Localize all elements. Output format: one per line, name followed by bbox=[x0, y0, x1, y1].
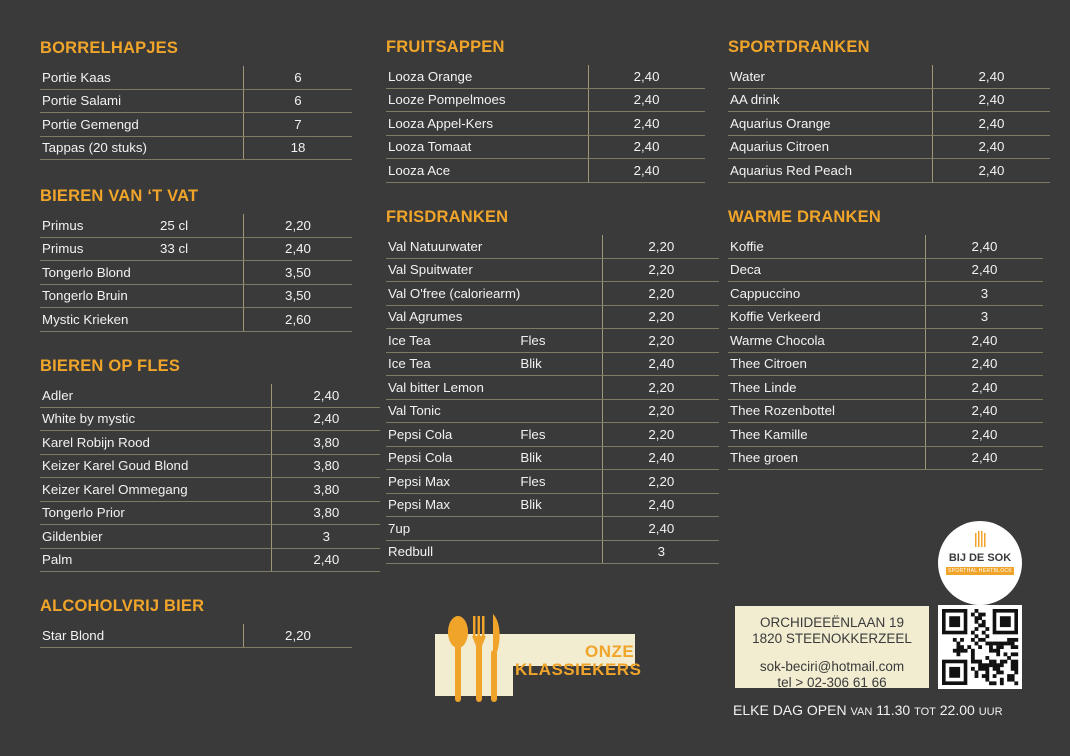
section-title: BORRELHAPJES bbox=[40, 39, 179, 57]
item-price: 3,50 bbox=[244, 261, 353, 285]
item-name: Looza Tomaat bbox=[386, 135, 506, 159]
badge-title: BIJ DE SOK bbox=[948, 552, 1012, 564]
item-name: Deca bbox=[728, 258, 845, 282]
table-row bbox=[386, 423, 719, 447]
logo-line-1: ONZE bbox=[585, 642, 635, 661]
item-price: 2,20 bbox=[603, 470, 720, 494]
item-price: 2,40 bbox=[588, 112, 705, 136]
item-name: Val O'free (caloriearm) bbox=[386, 282, 520, 306]
section-frisdranken bbox=[386, 207, 719, 564]
table-row bbox=[728, 235, 1043, 258]
table-row bbox=[40, 478, 380, 502]
menu-table bbox=[728, 235, 1043, 470]
item-size bbox=[188, 407, 272, 431]
item-name: Star Blond bbox=[40, 624, 160, 647]
item-price: 2,20 bbox=[244, 624, 353, 647]
table-row bbox=[40, 214, 352, 237]
section-sportdranken bbox=[728, 37, 1050, 183]
table-row bbox=[728, 446, 1043, 470]
item-size bbox=[845, 423, 926, 447]
item-price: 2,40 bbox=[926, 329, 1044, 353]
item-price: 2,40 bbox=[926, 258, 1044, 282]
qr-code-icon bbox=[938, 605, 1022, 689]
item-name: Aquarius Citroen bbox=[728, 135, 852, 159]
item-name: Thee Linde bbox=[728, 376, 845, 400]
item-size bbox=[506, 65, 589, 88]
item-name: Koffie Verkeerd bbox=[728, 305, 845, 329]
menu-table bbox=[386, 65, 705, 183]
item-size bbox=[845, 376, 926, 400]
item-size bbox=[845, 399, 926, 423]
item-size bbox=[520, 235, 603, 258]
menu-table bbox=[386, 235, 719, 564]
item-name: Keizer Karel Ommegang bbox=[40, 478, 188, 502]
item-price: 2,40 bbox=[926, 352, 1044, 376]
hours-to: 22.00 bbox=[939, 702, 975, 718]
table-row bbox=[728, 352, 1043, 376]
item-size bbox=[506, 88, 589, 112]
item-size bbox=[845, 235, 926, 258]
item-price: 2,40 bbox=[926, 399, 1044, 423]
item-size: Blik bbox=[520, 352, 603, 376]
item-name: Portie Kaas bbox=[40, 66, 160, 89]
item-size bbox=[160, 89, 244, 113]
item-name: Aquarius Red Peach bbox=[728, 159, 852, 183]
table-row bbox=[728, 112, 1050, 136]
table-row bbox=[40, 284, 352, 308]
menu-table bbox=[40, 384, 380, 572]
table-row bbox=[386, 446, 719, 470]
item-price: 2,20 bbox=[603, 329, 720, 353]
item-price: 2,40 bbox=[588, 65, 705, 88]
logo-line-2: KLASSIEKERS bbox=[515, 660, 642, 679]
item-name: Redbull bbox=[386, 540, 520, 564]
table-row bbox=[386, 65, 705, 88]
table-row bbox=[386, 352, 719, 376]
item-price: 2,40 bbox=[932, 88, 1050, 112]
table-row bbox=[728, 376, 1043, 400]
item-size: 33 cl bbox=[160, 237, 244, 261]
item-name: Val Agrumes bbox=[386, 305, 520, 329]
item-size bbox=[506, 112, 589, 136]
item-size bbox=[852, 135, 933, 159]
item-price: 2,20 bbox=[603, 282, 720, 306]
badge-subtitle: SPORTHAL HERTBLOCK bbox=[948, 568, 1012, 574]
item-price: 2,40 bbox=[926, 376, 1044, 400]
item-size: Fles bbox=[520, 470, 603, 494]
item-price: 2,40 bbox=[603, 352, 720, 376]
item-name: Primus bbox=[40, 237, 160, 261]
table-row bbox=[386, 282, 719, 306]
item-name: Aquarius Orange bbox=[728, 112, 852, 136]
item-price: 3,80 bbox=[272, 501, 381, 525]
table-row bbox=[40, 624, 352, 647]
item-name: Looza Orange bbox=[386, 65, 506, 88]
table-row bbox=[40, 501, 380, 525]
item-price: 2,40 bbox=[926, 446, 1044, 470]
item-name: Ice Tea bbox=[386, 352, 520, 376]
item-price: 18 bbox=[244, 136, 353, 160]
item-size bbox=[845, 329, 926, 353]
item-price: 2,40 bbox=[603, 493, 720, 517]
item-size bbox=[188, 548, 272, 572]
item-price: 3 bbox=[603, 540, 720, 564]
section-title: ALCOHOLVRIJ BIER bbox=[40, 597, 205, 615]
item-price: 2,40 bbox=[588, 135, 705, 159]
item-size bbox=[188, 454, 272, 478]
item-name: Palm bbox=[40, 548, 188, 572]
item-size bbox=[160, 261, 244, 285]
hours-part-4: UUR bbox=[978, 706, 1003, 718]
table-row bbox=[386, 493, 719, 517]
item-price: 2,60 bbox=[244, 308, 353, 332]
item-price: 2,40 bbox=[926, 235, 1044, 258]
item-price: 2,40 bbox=[932, 159, 1050, 183]
item-price: 3 bbox=[926, 305, 1044, 329]
table-row bbox=[40, 136, 352, 160]
item-price: 2,20 bbox=[603, 258, 720, 282]
qr-code bbox=[938, 605, 1022, 689]
table-row bbox=[728, 258, 1043, 282]
item-size bbox=[160, 136, 244, 160]
menu-table bbox=[40, 624, 352, 648]
section-warme-dranken bbox=[728, 207, 1043, 470]
item-name: Looza Appel-Kers bbox=[386, 112, 506, 136]
item-name: Keizer Karel Goud Blond bbox=[40, 454, 188, 478]
table-row bbox=[728, 88, 1050, 112]
table-row bbox=[386, 540, 719, 564]
bij-de-sok-badge bbox=[938, 521, 1022, 605]
item-size bbox=[506, 135, 589, 159]
item-price: 2,40 bbox=[244, 237, 353, 261]
item-price: 2,40 bbox=[926, 423, 1044, 447]
item-size bbox=[845, 305, 926, 329]
table-row bbox=[728, 399, 1043, 423]
section-borrelhapjes bbox=[40, 38, 352, 160]
item-price: 3 bbox=[926, 282, 1044, 306]
item-name: Gildenbier bbox=[40, 525, 188, 549]
item-price: 2,40 bbox=[588, 88, 705, 112]
section-fruitsappen bbox=[386, 37, 705, 183]
table-row bbox=[728, 423, 1043, 447]
item-name: Thee groen bbox=[728, 446, 845, 470]
item-name: Looze Pompelmoes bbox=[386, 88, 506, 112]
table-row bbox=[386, 112, 705, 136]
item-name: Pepsi Max bbox=[386, 493, 520, 517]
item-price: 2,40 bbox=[932, 112, 1050, 136]
section-title: FRISDRANKEN bbox=[386, 208, 509, 226]
item-size bbox=[520, 305, 603, 329]
hours-from: 11.30 bbox=[876, 702, 911, 718]
contact-phone: tel > 02-306 61 66 bbox=[777, 675, 887, 690]
hours-part-3: TOT bbox=[914, 706, 936, 718]
item-name: Primus bbox=[40, 214, 160, 237]
hours-part-1: ELKE DAG OPEN bbox=[733, 702, 847, 718]
item-size bbox=[852, 65, 933, 88]
opening-hours bbox=[733, 702, 1003, 718]
address-street: ORCHIDEEËNLAAN 19 bbox=[759, 615, 905, 630]
table-row bbox=[728, 135, 1050, 159]
table-row bbox=[386, 376, 719, 400]
table-row bbox=[386, 88, 705, 112]
item-name: Tongerlo Bruin bbox=[40, 284, 160, 308]
item-size bbox=[160, 624, 244, 647]
item-name: Val bitter Lemon bbox=[386, 376, 520, 400]
table-row bbox=[40, 548, 380, 572]
menu-table bbox=[40, 214, 352, 332]
item-price: 2,40 bbox=[272, 407, 381, 431]
section-title: FRUITSAPPEN bbox=[386, 38, 505, 56]
table-row bbox=[386, 135, 705, 159]
item-price: 2,20 bbox=[244, 214, 353, 237]
section-title: WARME DRANKEN bbox=[728, 208, 881, 226]
item-size bbox=[188, 431, 272, 455]
item-size bbox=[845, 282, 926, 306]
item-size bbox=[852, 159, 933, 183]
item-name: Thee Rozenbottel bbox=[728, 399, 845, 423]
item-price: 2,40 bbox=[272, 548, 381, 572]
item-size: Blik bbox=[520, 446, 603, 470]
item-size bbox=[520, 282, 603, 306]
item-name: Val Natuurwater bbox=[386, 235, 520, 258]
item-price: 6 bbox=[244, 89, 353, 113]
address-city: 1820 STEENOKKERZEEL bbox=[752, 631, 912, 646]
item-price: 2,40 bbox=[932, 135, 1050, 159]
item-price: 2,20 bbox=[603, 235, 720, 258]
item-name: Cappuccino bbox=[728, 282, 845, 306]
table-row bbox=[386, 258, 719, 282]
item-name: Val Tonic bbox=[386, 399, 520, 423]
item-price: 6 bbox=[244, 66, 353, 89]
table-row bbox=[728, 65, 1050, 88]
table-row bbox=[386, 305, 719, 329]
table-row bbox=[386, 399, 719, 423]
item-size: 25 cl bbox=[160, 214, 244, 237]
item-size bbox=[160, 284, 244, 308]
item-name: Water bbox=[728, 65, 852, 88]
address-box bbox=[735, 606, 929, 688]
table-row bbox=[40, 431, 380, 455]
item-name: Pepsi Cola bbox=[386, 423, 520, 447]
item-name: 7up bbox=[386, 517, 520, 541]
item-price: 2,20 bbox=[603, 423, 720, 447]
item-name: Pepsi Cola bbox=[386, 446, 520, 470]
item-size bbox=[845, 446, 926, 470]
item-price: 3 bbox=[272, 525, 381, 549]
table-row bbox=[40, 308, 352, 332]
table-row bbox=[386, 517, 719, 541]
table-row bbox=[40, 525, 380, 549]
item-size bbox=[160, 66, 244, 89]
item-name: Portie Gemengd bbox=[40, 113, 160, 137]
menu-table bbox=[40, 66, 352, 160]
item-name: Adler bbox=[40, 384, 188, 407]
item-name: Karel Robijn Rood bbox=[40, 431, 188, 455]
item-name: Tongerlo Prior bbox=[40, 501, 188, 525]
item-size bbox=[188, 478, 272, 502]
item-size bbox=[852, 112, 933, 136]
table-row bbox=[40, 454, 380, 478]
item-name: Val Spuitwater bbox=[386, 258, 520, 282]
item-size bbox=[520, 258, 603, 282]
item-name: Mystic Krieken bbox=[40, 308, 160, 332]
table-row bbox=[728, 305, 1043, 329]
table-row bbox=[386, 235, 719, 258]
table-row bbox=[728, 282, 1043, 306]
item-size bbox=[520, 517, 603, 541]
item-name: AA drink bbox=[728, 88, 852, 112]
item-price: 2,20 bbox=[603, 376, 720, 400]
item-name: Thee Kamille bbox=[728, 423, 845, 447]
table-row bbox=[40, 407, 380, 431]
item-size bbox=[520, 399, 603, 423]
item-name: Koffie bbox=[728, 235, 845, 258]
item-size: Fles bbox=[520, 423, 603, 447]
section-alcoholvrij bbox=[40, 596, 352, 648]
section-title: BIEREN OP FLES bbox=[40, 357, 181, 375]
table-row bbox=[728, 159, 1050, 183]
item-price: 3,50 bbox=[244, 284, 353, 308]
onze-klassiekers-logo bbox=[435, 610, 645, 702]
item-name: Pepsi Max bbox=[386, 470, 520, 494]
section-title: SPORTDRANKEN bbox=[728, 38, 870, 56]
item-size bbox=[520, 540, 603, 564]
item-size bbox=[188, 384, 272, 407]
item-size: Fles bbox=[520, 329, 603, 353]
menu-table bbox=[728, 65, 1050, 183]
table-row bbox=[40, 261, 352, 285]
table-row bbox=[40, 113, 352, 137]
item-size bbox=[845, 352, 926, 376]
table-row bbox=[40, 89, 352, 113]
table-row bbox=[386, 329, 719, 353]
item-price: 2,40 bbox=[272, 384, 381, 407]
item-size bbox=[188, 501, 272, 525]
item-price: 2,40 bbox=[588, 159, 705, 183]
item-size: Blik bbox=[520, 493, 603, 517]
item-size bbox=[188, 525, 272, 549]
item-size bbox=[160, 308, 244, 332]
item-name: Tongerlo Blond bbox=[40, 261, 160, 285]
table-row bbox=[386, 470, 719, 494]
item-size bbox=[160, 113, 244, 137]
item-price: 2,40 bbox=[603, 446, 720, 470]
item-price: 3,80 bbox=[272, 478, 381, 502]
item-name: Looza Ace bbox=[386, 159, 506, 183]
item-price: 2,40 bbox=[932, 65, 1050, 88]
table-row bbox=[728, 329, 1043, 353]
item-name: Portie Salami bbox=[40, 89, 160, 113]
item-price: 2,40 bbox=[603, 517, 720, 541]
contact-email: sok-beciri@hotmail.com bbox=[759, 659, 905, 674]
item-price: 2,20 bbox=[603, 305, 720, 329]
hours-part-2: VAN bbox=[850, 706, 873, 718]
section-bieren-vat bbox=[40, 186, 352, 332]
section-title: BIEREN VAN ‘T VAT bbox=[40, 187, 199, 205]
table-row bbox=[40, 384, 380, 407]
item-size bbox=[506, 159, 589, 183]
item-name: Thee Citroen bbox=[728, 352, 845, 376]
item-size bbox=[845, 258, 926, 282]
item-size bbox=[520, 376, 603, 400]
item-price: 2,20 bbox=[603, 399, 720, 423]
item-name: White by mystic bbox=[40, 407, 188, 431]
item-name: Ice Tea bbox=[386, 329, 520, 353]
item-price: 3,80 bbox=[272, 454, 381, 478]
item-name: Tappas (20 stuks) bbox=[40, 136, 160, 160]
item-price: 3,80 bbox=[272, 431, 381, 455]
table-row bbox=[40, 66, 352, 89]
item-size bbox=[852, 88, 933, 112]
item-name: Warme Chocola bbox=[728, 329, 845, 353]
table-row bbox=[386, 159, 705, 183]
table-row bbox=[40, 237, 352, 261]
item-price: 7 bbox=[244, 113, 353, 137]
section-bieren-fles bbox=[40, 356, 380, 572]
